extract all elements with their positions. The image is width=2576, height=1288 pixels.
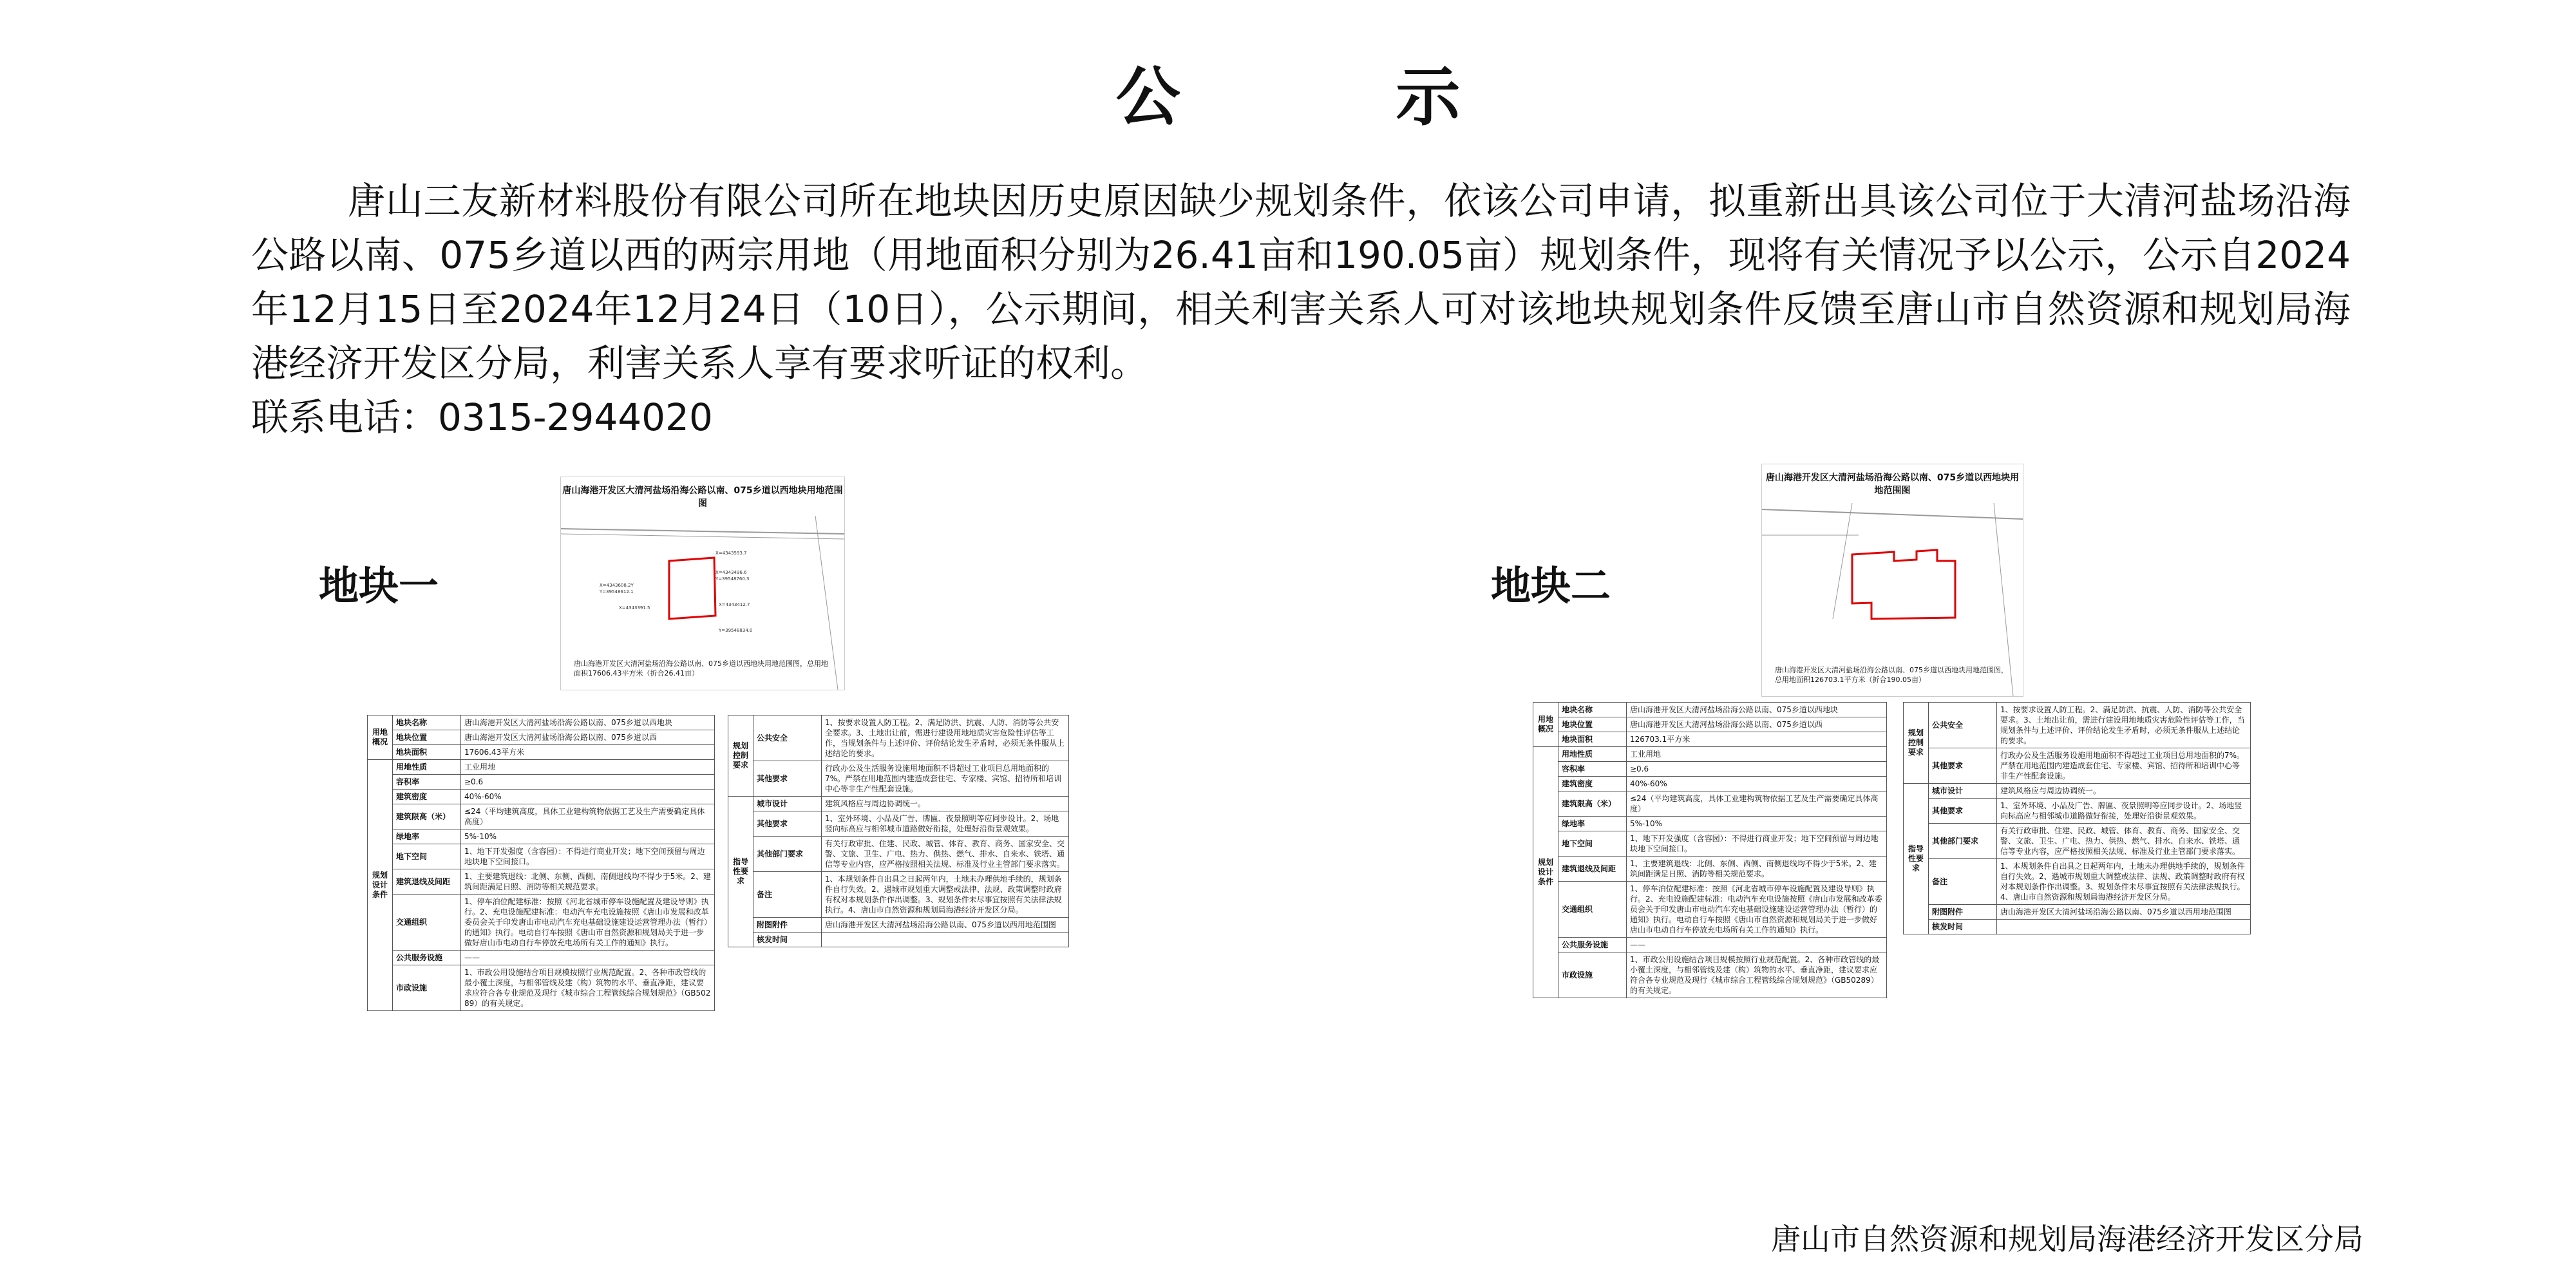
field-label: 公共安全 — [1929, 703, 1997, 748]
table-row — [1533, 831, 1887, 857]
plot2-map-footer: 唐山海港开发区大清河盐场沿海公路以南、075乡道以西地块用地范围图，总用地面积126703.1平方米（折合190.05亩） — [1775, 666, 2008, 684]
field-label: 备注 — [753, 872, 822, 918]
table-row — [368, 730, 715, 745]
table-row — [1533, 747, 1887, 762]
table-row — [1904, 824, 2251, 859]
field-value: 1、市政公用设施结合项目规模按照行业规范配置。2、各种市政管线的最小覆土深度，与相邻管线及建（构）筑物的水平、垂直净距，建议要求应符合各专业规范及现行《城市综合工程管线综合规划规范》（GB50289）的有关规定。 — [461, 965, 715, 1011]
field-label: 公共安全 — [753, 715, 822, 761]
coordinate-label: X=4343593.7 — [715, 551, 747, 556]
table-row — [1533, 952, 1887, 998]
notice-body — [251, 174, 2351, 444]
table-row — [728, 837, 1069, 872]
field-label: 建筑退线及间距 — [393, 869, 461, 895]
field-label: 公共服务设施 — [1558, 938, 1627, 952]
plot1-label: 地块一 — [319, 562, 439, 609]
field-value: 1、室外环境、小品及广告、牌匾、夜景照明等应同步设计。2、场地竖向标高应与相邻城市道路做好衔接，处理好沿街景观效果。 — [822, 811, 1069, 837]
category-cell: 用地概况 — [1533, 703, 1558, 747]
field-label: 其他要求 — [753, 761, 822, 797]
field-value — [1997, 920, 2251, 934]
field-value: ≥0.6 — [1627, 762, 1887, 777]
table-row — [728, 715, 1069, 761]
coordinate-label: X=4343412.7 — [719, 602, 750, 607]
field-label: 市政设施 — [1558, 952, 1627, 998]
field-label: 地下空间 — [1558, 831, 1627, 857]
field-label: 备注 — [1929, 859, 1997, 905]
table-row — [1533, 882, 1887, 938]
table-row — [1533, 717, 1887, 732]
coordinate-label: X=4343608.2Y — [600, 583, 634, 588]
plot2-conditions-table-left — [1533, 702, 1887, 998]
table-row — [368, 715, 715, 730]
field-label: 地块位置 — [1558, 717, 1627, 732]
plot-boundary — [1852, 550, 1955, 619]
field-value: 40%-60% — [1627, 777, 1887, 791]
field-label: 其他部门要求 — [753, 837, 822, 872]
field-label: 绿地率 — [393, 829, 461, 844]
table-row — [368, 895, 715, 951]
category-cell: 规划设计条件 — [368, 760, 393, 1011]
table-row — [1533, 777, 1887, 791]
coordinate-label: X=4343391.5 — [619, 605, 650, 611]
field-value: 1、按要求设置人防工程。2、满足防洪、抗震、人防、消防等公共安全要求。3、土地出让前，需进行建设用地地质灾害危险性评估等工作，当规划条件与上述评价、评价结论发生矛盾时，必须无条件服从上述结论的要求。 — [822, 715, 1069, 761]
table-row — [728, 918, 1069, 933]
plot-boundary — [669, 558, 715, 619]
field-value: 126703.1平方米 — [1627, 732, 1887, 747]
plot2-map-title: 唐山海港开发区大清河盐场沿海公路以南、075乡道以西地块用地范围图 — [1765, 473, 2020, 496]
field-value: 1、本规划条件自出具之日起两年内，土地未办理供地手续的，规划条件自行失效。2、遇城市规划重大调整或法律、法规、政策调整时政府有权对本规划条件作出调整。3、规划条件未尽事宜按照有关法律法规执行。4、唐山市自然资源和规划局海港经济开发区分局。 — [822, 872, 1069, 918]
road-line — [561, 534, 844, 539]
table-row — [728, 761, 1069, 797]
table-row — [368, 790, 715, 804]
table-row — [1533, 857, 1887, 882]
field-value: 5%-10% — [461, 829, 715, 844]
field-label: 绿地率 — [1558, 817, 1627, 831]
table-row — [1533, 817, 1887, 831]
field-label: 地块名称 — [393, 715, 461, 730]
field-value: 40%-60% — [461, 790, 715, 804]
field-value: 1、市政公用设施结合项目规模按照行业规范配置。2、各种市政管线的最小覆土深度，与相邻管线及建（构）筑物的水平、垂直净距，建议要求应符合各专业规范及现行《城市综合工程管线综合规划规范》（GB50289）的有关规定。 — [1627, 952, 1887, 998]
table-row — [1533, 762, 1887, 777]
table-row — [1904, 784, 2251, 799]
plot1-conditions-table-right — [728, 715, 1069, 947]
table-row — [368, 965, 715, 1011]
table-row — [1904, 799, 2251, 824]
field-value: ≥0.6 — [461, 775, 715, 790]
field-value: 1、本规划条件自出具之日起两年内，土地未办理供地手续的，规划条件自行失效。2、遇城市规划重大调整或法律、法规、政策调整时政府有权对本规划条件作出调整。3、规划条件未尽事宜按照有关法律法规执行。4、唐山市自然资源和规划局海港经济开发区分局。 — [1997, 859, 2251, 905]
field-value: 唐山海港开发区大清河盐场沿海公路以南、075乡道以西用地范围图 — [1997, 905, 2251, 920]
table-row — [368, 844, 715, 869]
field-label: 地块位置 — [393, 730, 461, 745]
plot2-map-drawing — [1762, 464, 2023, 696]
field-value: 唐山海港开发区大清河盐场沿海公路以南、075乡道以西用地范围图 — [822, 918, 1069, 933]
plot1-map — [560, 477, 845, 690]
field-value: 唐山海港开发区大清河盐场沿海公路以南、075乡道以西 — [1627, 717, 1887, 732]
field-value: 有关行政审批、住建、民政、城管、体育、教育、商务、国家安全、交警、文旅、卫生、广电、热力、供热、燃气、排水、自来水、铁塔、通信等专业内容，应严格按照相关法规、标准及行业主管部门要求落实。 — [1997, 824, 2251, 859]
table-row — [1904, 703, 2251, 748]
field-value: 1、按要求设置人防工程。2、满足防洪、抗震、人防、消防等公共安全要求。3、土地出让前，需进行建设用地地质灾害危险性评估等工作，当规划条件与上述评价、评价结论发生矛盾时，必须无条件服从上述结论的要求。 — [1997, 703, 2251, 748]
table-row — [368, 829, 715, 844]
issuing-authority: 唐山市自然资源和规划局海港经济开发区分局 — [1771, 1222, 2363, 1256]
field-value: 5%-10% — [1627, 817, 1887, 831]
plot1-conditions-table-left — [367, 715, 715, 1011]
category-cell: 用地概况 — [368, 715, 393, 760]
table-row — [368, 804, 715, 829]
category-cell: 指导性要求 — [728, 797, 753, 947]
table-row — [1904, 748, 2251, 784]
field-value: 17606.43平方米 — [461, 745, 715, 760]
table-row — [728, 872, 1069, 918]
coordinate-label: Y=39548760.3 — [715, 576, 750, 582]
field-value: —— — [461, 951, 715, 965]
table-row — [1904, 859, 2251, 905]
field-value: 1、地下开发强度（含容园）：不得进行商业开发；地下空间预留与周边地块地下空间接口。 — [461, 844, 715, 869]
table-row — [1533, 938, 1887, 952]
category-cell: 规划控制要求 — [1904, 703, 1929, 784]
field-value: ≤24（平均建筑高度，具体工业建构筑物依据工艺及生产需要确定具体高度） — [461, 804, 715, 829]
field-label: 核发时间 — [753, 933, 822, 947]
field-label: 城市设计 — [753, 797, 822, 811]
notice-paragraph: 唐山三友新材料股份有限公司所在地块因历史原因缺少规划条件，依该公司申请，拟重新出具该公司位于大清河盐场沿海公路以南、075乡道以西的两宗用地（用地面积分别为26.41亩和190.05亩）规划条件，现将有关情况予以公示，公示自2024年12月15日至2024年12月24日（10日），公示期间，相关利害关系人可对该地块规划条件反馈至唐山市自然资源和规划局海港经济开发区分局，利害关系人享有要求听证的权利。 — [251, 179, 2351, 385]
field-label: 其他部门要求 — [1929, 824, 1997, 859]
field-label: 附图附件 — [753, 918, 822, 933]
field-value: 1、停车泊位配建标准：按照《河北省城市停车设施配置及建设导则》执行。2、充电设施配建标准：电动汽车充电设施按照《唐山市发展和改革委员会关于印发唐山市电动汽车充电基础设施建设运营管理办法（暂行）的通知》执行。电动自行车按照《唐山市自然资源和规划局关于进一步做好唐山市电动自行车停放充电场所有关工作的通知》执行。 — [461, 895, 715, 951]
table-row — [728, 933, 1069, 947]
field-label: 城市设计 — [1929, 784, 1997, 799]
table-row — [368, 775, 715, 790]
field-value: 建筑风格应与周边协调统一。 — [822, 797, 1069, 811]
field-label: 地块面积 — [1558, 732, 1627, 747]
field-value: 有关行政审批、住建、民政、城管、体育、教育、商务、国家安全、交警、文旅、卫生、广电、热力、供热、燃气、排水、自来水、铁塔、通信等专业内容，应严格按照相关法规、标准及行业主管部门要求落实。 — [822, 837, 1069, 872]
field-label: 用地性质 — [1558, 747, 1627, 762]
category-cell: 规划设计条件 — [1533, 747, 1558, 998]
coordinate-label: X=4343496.6 — [715, 570, 747, 575]
field-label: 建筑限高（米） — [393, 804, 461, 829]
field-label: 附图附件 — [1929, 905, 1997, 920]
field-label: 地块面积 — [393, 745, 461, 760]
field-label: 交通组织 — [393, 895, 461, 951]
field-label: 容积率 — [393, 775, 461, 790]
coordinate-label: Y=39548834.0 — [719, 628, 753, 633]
category-cell: 指导性要求 — [1904, 784, 1929, 934]
road-line — [1833, 503, 1852, 619]
table-row — [728, 811, 1069, 837]
field-label: 建筑退线及间距 — [1558, 857, 1627, 882]
road-line — [1762, 509, 2023, 519]
field-value: 建筑风格应与周边协调统一。 — [1997, 784, 2251, 799]
field-value: 行政办公及生活服务设施用地面积不得超过工业项目总用地面积的7%。严禁在用地范围内建造成套住宅、专家楼、宾馆、招待所和培训中心等非生产性配套设施。 — [822, 761, 1069, 797]
plot1-map-drawing — [561, 477, 844, 690]
road-line — [561, 529, 844, 534]
field-label: 市政设施 — [393, 965, 461, 1011]
field-label: 其他要求 — [1929, 799, 1997, 824]
field-value: 工业用地 — [461, 760, 715, 775]
field-label: 其他要求 — [753, 811, 822, 837]
field-label: 用地性质 — [393, 760, 461, 775]
table-row — [1533, 791, 1887, 817]
field-value: 1、室外环境、小品及广告、牌匾、夜景照明等应同步设计。2、场地竖向标高应与相邻城市道路做好衔接，处理好沿街景观效果。 — [1997, 799, 2251, 824]
table-row — [368, 760, 715, 775]
field-value: 1、主要建筑退线：北侧、东侧、西侧、南侧退线均不得少于5米。2、建筑间距满足日照、消防等相关规范要求。 — [1627, 857, 1887, 882]
field-label: 交通组织 — [1558, 882, 1627, 938]
coordinate-label: Y=39548612.1 — [600, 589, 634, 594]
field-label: 公共服务设施 — [393, 951, 461, 965]
table-row — [728, 797, 1069, 811]
field-label: 地块名称 — [1558, 703, 1627, 717]
plot1-map-footer: 唐山海港开发区大清河盐场沿海公路以南、075乡道以西地块用地范围图，总用地面积17606.43平方米（折合26.41亩） — [574, 659, 828, 677]
plot2-label: 地块二 — [1491, 562, 1611, 609]
field-value: 1、主要建筑退线：北侧、东侧、西侧、南侧退线均不得少于5米。2、建筑间距满足日照、消防等相关规范要求。 — [461, 869, 715, 895]
plot1-map-title: 唐山海港开发区大清河盐场沿海公路以南、075乡道以西地块用地范围图 — [562, 486, 843, 509]
field-label: 建筑密度 — [1558, 777, 1627, 791]
field-label: 建筑密度 — [393, 790, 461, 804]
field-label: 核发时间 — [1929, 920, 1997, 934]
table-row — [1533, 703, 1887, 717]
field-value: 1、地下开发强度（含容园）：不得进行商业开发；地下空间预留与周边地块地下空间接口。 — [1627, 831, 1887, 857]
field-value: 唐山海港开发区大清河盐场沿海公路以南、075乡道以西 — [461, 730, 715, 745]
category-cell: 规划控制要求 — [728, 715, 753, 797]
field-value: 唐山海港开发区大清河盐场沿海公路以南、075乡道以西地块 — [1627, 703, 1887, 717]
table-row — [1904, 920, 2251, 934]
table-row — [1533, 732, 1887, 747]
field-label: 其他要求 — [1929, 748, 1997, 784]
field-value: 唐山海港开发区大清河盐场沿海公路以南、075乡道以西地块 — [461, 715, 715, 730]
page-title: 公 示 — [1115, 59, 1557, 135]
field-value: 1、停车泊位配建标准：按照《河北省城市停车设施配置及建设导则》执行。2、充电设施配建标准：电动汽车充电设施按照《唐山市发展和改革委员会关于印发唐山市电动汽车充电基础设施建设运营管理办法（暂行）的通知》执行。电动自行车按照《唐山市自然资源和规划局关于进一步做好唐山市电动自行车停放充电场所有关工作的通知》执行。 — [1627, 882, 1887, 938]
table-row — [368, 745, 715, 760]
field-value: ≤24（平均建筑高度，具体工业建构筑物依据工艺及生产需要确定具体高度） — [1627, 791, 1887, 817]
table-row — [1904, 905, 2251, 920]
field-label: 建筑限高（米） — [1558, 791, 1627, 817]
plot2-conditions-table-right — [1903, 702, 2251, 934]
table-row — [368, 951, 715, 965]
field-label: 容积率 — [1558, 762, 1627, 777]
field-value: 行政办公及生活服务设施用地面积不得超过工业项目总用地面积的7%。严禁在用地范围内建造成套住宅、专家楼、宾馆、招待所和培训中心等非生产性配套设施。 — [1997, 748, 2251, 784]
table-row — [368, 869, 715, 895]
field-value: 工业用地 — [1627, 747, 1887, 762]
field-label: 地下空间 — [393, 844, 461, 869]
field-value: —— — [1627, 938, 1887, 952]
field-value — [822, 933, 1069, 947]
contact-phone: 联系电话：0315-2944020 — [251, 395, 713, 439]
plot2-map — [1761, 464, 2023, 697]
